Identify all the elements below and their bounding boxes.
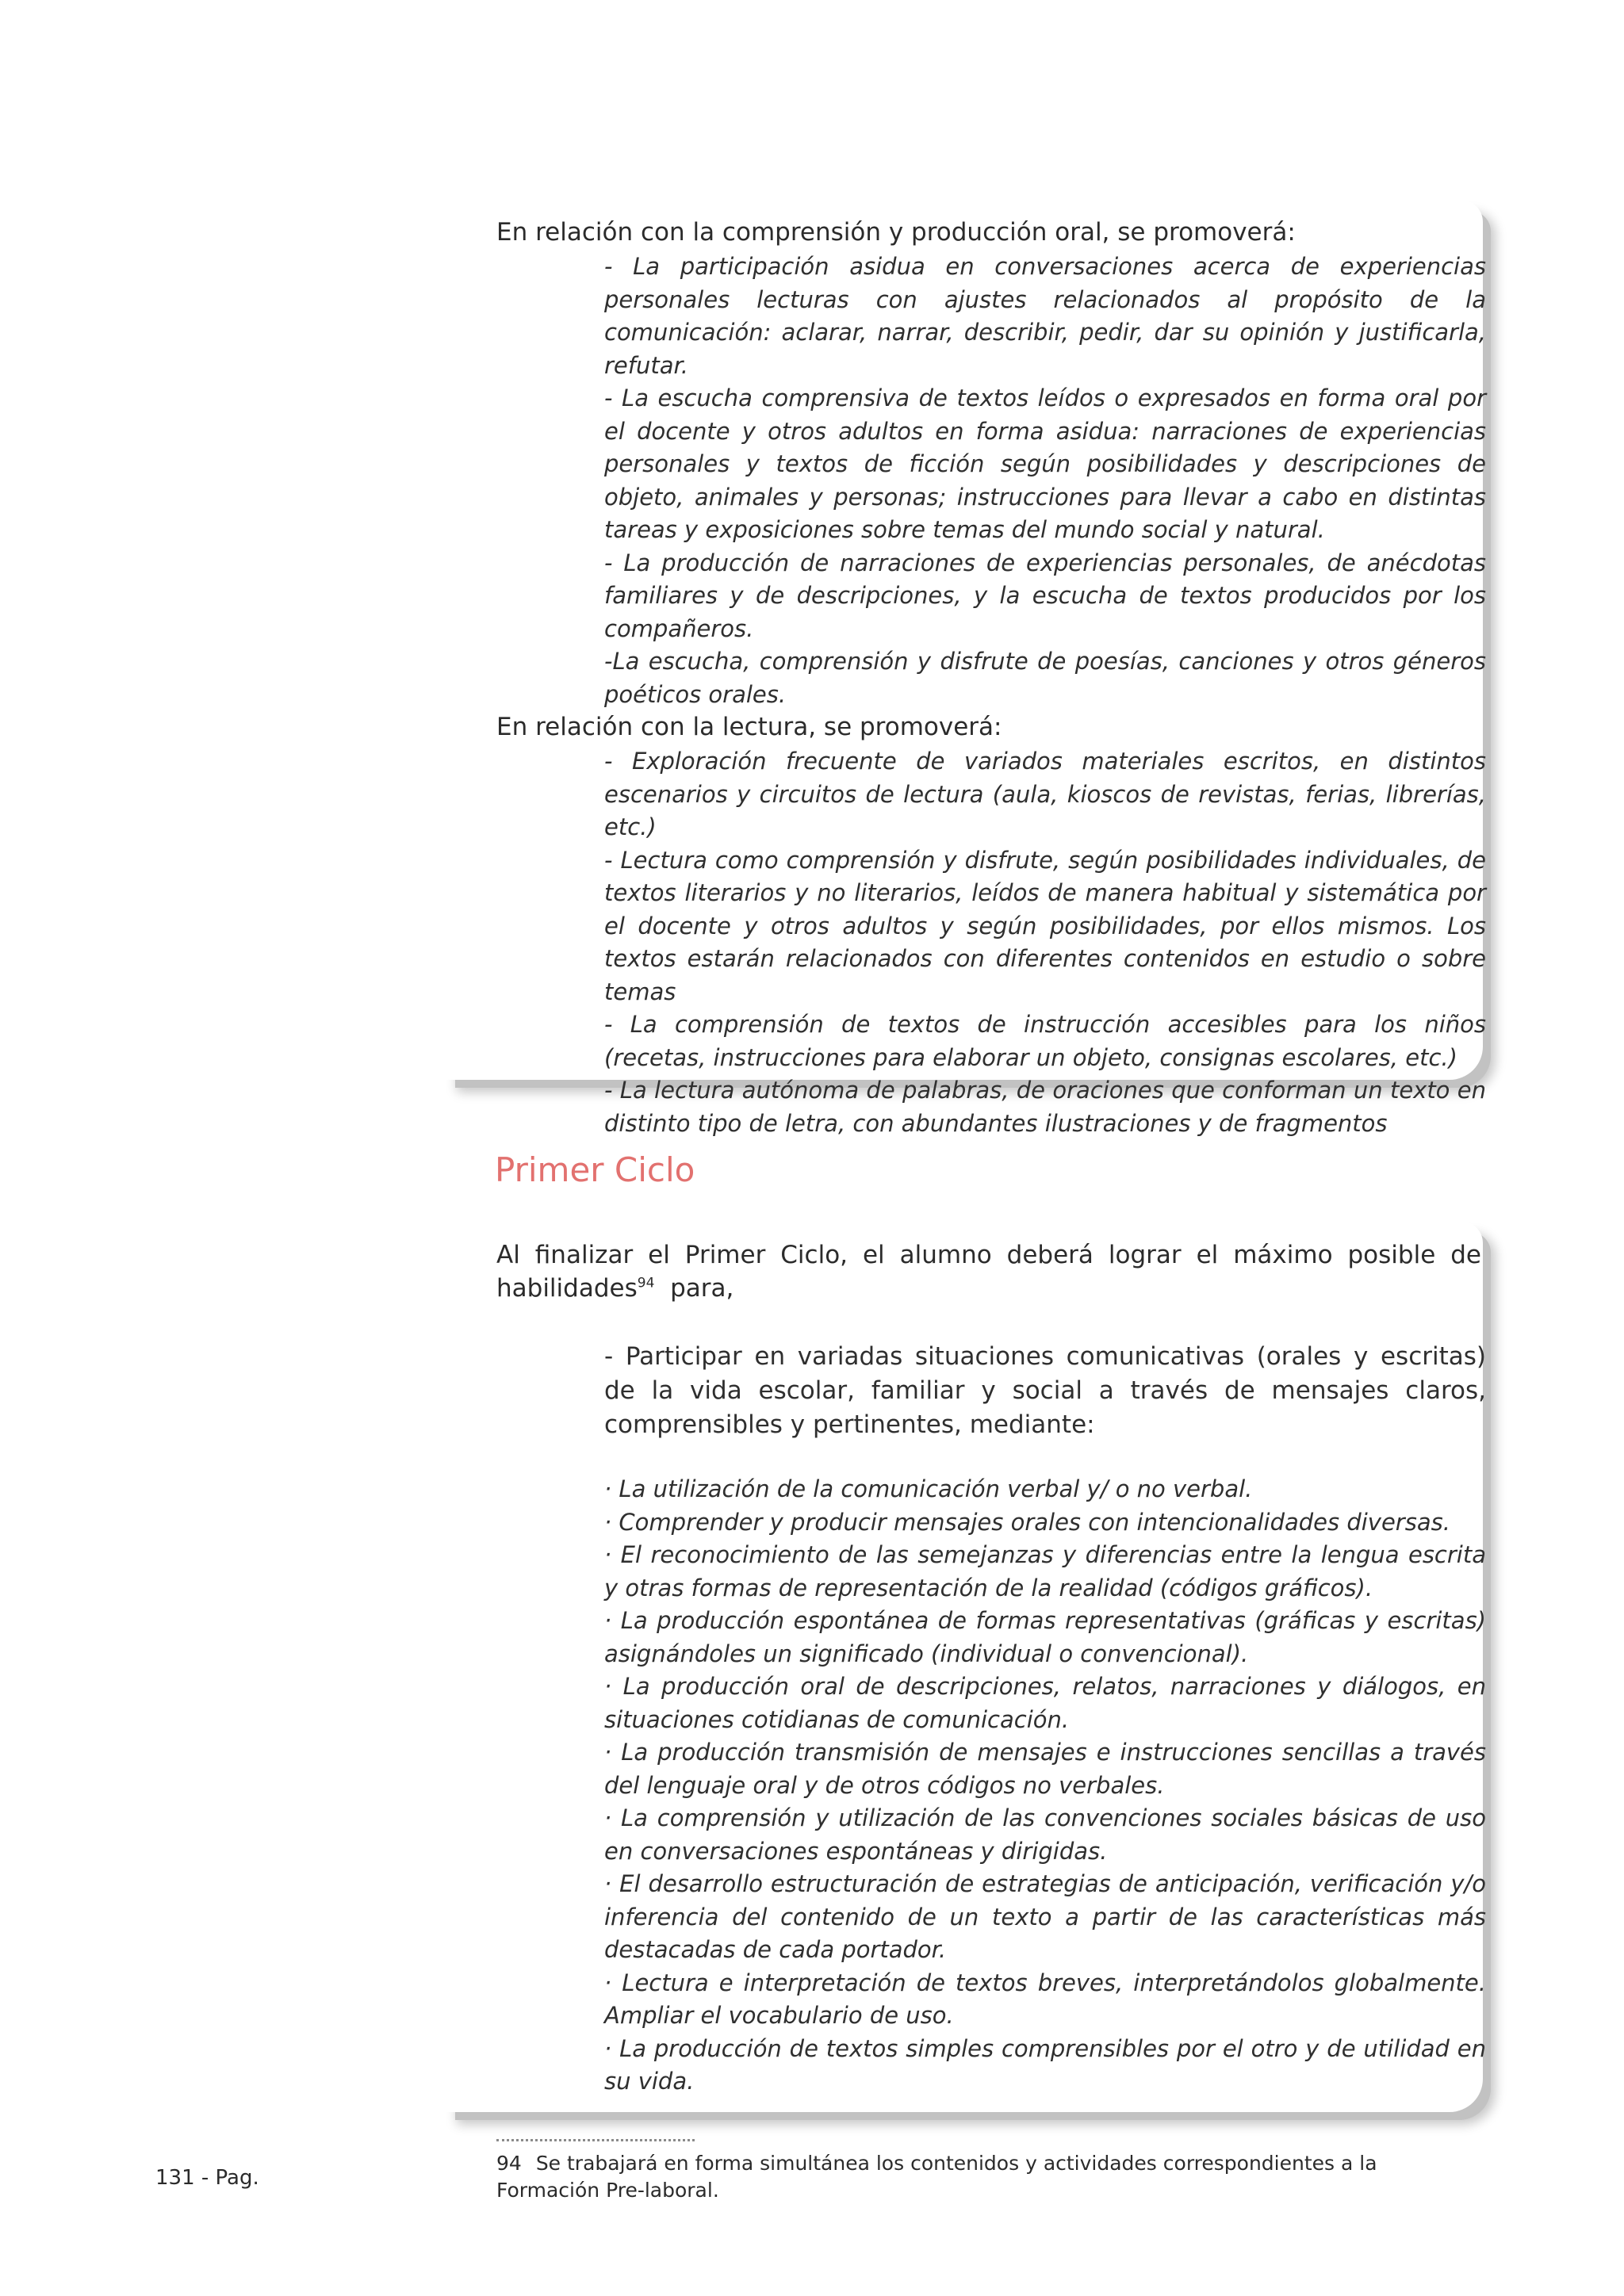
list-item: · La utilización de la comunicación verbal y/ o no verbal.	[604, 1475, 1253, 1502]
footnote-number: 94	[496, 2152, 522, 2175]
list-item: · La producción espontánea de formas representativas (gráficas y escritas) asignándoles un significado (individual o convencional).	[604, 1607, 1486, 1667]
goal-text: - Participar en variadas situaciones comunicativas (orales y escritas) de la vida escolar, familiar y social a través de mensajes claros, comprensibles y pertinentes, mediante:	[604, 1342, 1486, 1439]
reading-section-lead: En relación con la lectura, se promoverá:	[496, 713, 1002, 741]
cycle-goal	[604, 1340, 1486, 1442]
list-item: - La escucha comprensiva de textos leídos o expresados en forma oral por el docente y otros adultos en forma asidua: narraciones de experiencias personales y textos de ficción según posibilidades y descripciones de objeto, animales y personas; instrucciones para llevar a cabo en distintas tareas y exposiciones sobre temas del mundo social y natural.	[604, 385, 1486, 543]
footnote-reference[interactable]: 94	[637, 1275, 655, 1292]
list-item: · La producción transmisión de mensajes e instrucciones sencillas a través del lenguaje oral y de otros códigos no verbales.	[604, 1739, 1486, 1799]
list-item: - La participación asidua en conversaciones acerca de experiencias personales lecturas con ajustes relacionados al propósito de la comunicación: aclarar, narrar, describir, pedir, dar su opinión y justificarla, refutar.	[604, 253, 1486, 379]
footnote-separator	[496, 2139, 695, 2141]
cycle-intro	[496, 1238, 1481, 1305]
list-item: - Lectura como comprensión y disfrute, según posibilidades individuales, de textos literarios y no literarios, leídos de manera habitual y sistemática por el docente y otros adultos y según posibilidades, por ellos mismos. Los textos estarán relacionados con diferentes contenidos en estudio o sobre temas	[604, 846, 1486, 1005]
cycle-items-list	[604, 1473, 1486, 2099]
list-item: · Lectura e interpretación de textos breves, interpretándolos globalmente. Ampliar el vocabulario de uso.	[604, 1969, 1486, 2029]
list-item: - La producción de narraciones de experiencias personales, de anécdotas familiares y de descripciones, y la escucha de textos producidos por los compañeros.	[604, 549, 1486, 642]
list-item: · La comprensión y utilización de las convenciones sociales básicas de uso en conversaciones espontáneas y dirigidas.	[604, 1804, 1486, 1865]
list-item: · El desarrollo estructuración de estrategias de anticipación, verificación y/o inferencia del contenido de un texto a partir de las características más destacadas de cada portador.	[604, 1870, 1486, 1963]
oral-items-list	[604, 251, 1486, 711]
list-item: · La producción de textos simples comprensibles por el otro y de utilidad en su vida.	[604, 2034, 1486, 2095]
page-number: 131 - Pag.	[155, 2166, 259, 2190]
list-item: - La comprensión de textos de instrucción accesibles para los niños (recetas, instrucciones para elaborar un objeto, consignas escolares, etc.)	[604, 1011, 1486, 1071]
cycle-intro-tail: para,	[654, 1274, 734, 1303]
list-item: -La escucha, comprensión y disfrute de poesías, canciones y otros géneros poéticos orales.	[604, 648, 1486, 708]
reading-items-list	[604, 745, 1486, 1140]
cycle-intro-text: Al finalizar el Primer Ciclo, el alumno deberá lograr el máximo posible de habilidades	[496, 1241, 1481, 1303]
footnote-text: Se trabajará en forma simultánea los contenidos y actividades correspondientes a la Formación Pre-laboral.	[496, 2152, 1377, 2202]
list-item: · El reconocimiento de las semejanzas y diferencias entre la lengua escrita y otras formas de representación de la realidad (códigos gráficos).	[604, 1541, 1486, 1601]
list-item: · La producción oral de descripciones, relatos, narraciones y diálogos, en situaciones cotidianas de comunicación.	[604, 1673, 1486, 1733]
list-item: - La lectura autónoma de palabras, de oraciones que conforman un texto en distinto tipo de letra, con abundantes ilustraciones y de fragmentos	[604, 1077, 1486, 1137]
list-item: · Comprender y producir mensajes orales con intencionalidades diversas.	[604, 1508, 1450, 1536]
oral-section-lead: En relación con la comprensión y producción oral, se promoverá:	[496, 218, 1296, 247]
footnote	[496, 2150, 1480, 2204]
list-item: - Exploración frecuente de variados materiales escritos, en distintos escenarios y circuitos de lectura (aula, kioscos de revistas, ferias, librerías, etc.)	[604, 748, 1486, 840]
section-heading: Primer Ciclo	[495, 1150, 695, 1189]
